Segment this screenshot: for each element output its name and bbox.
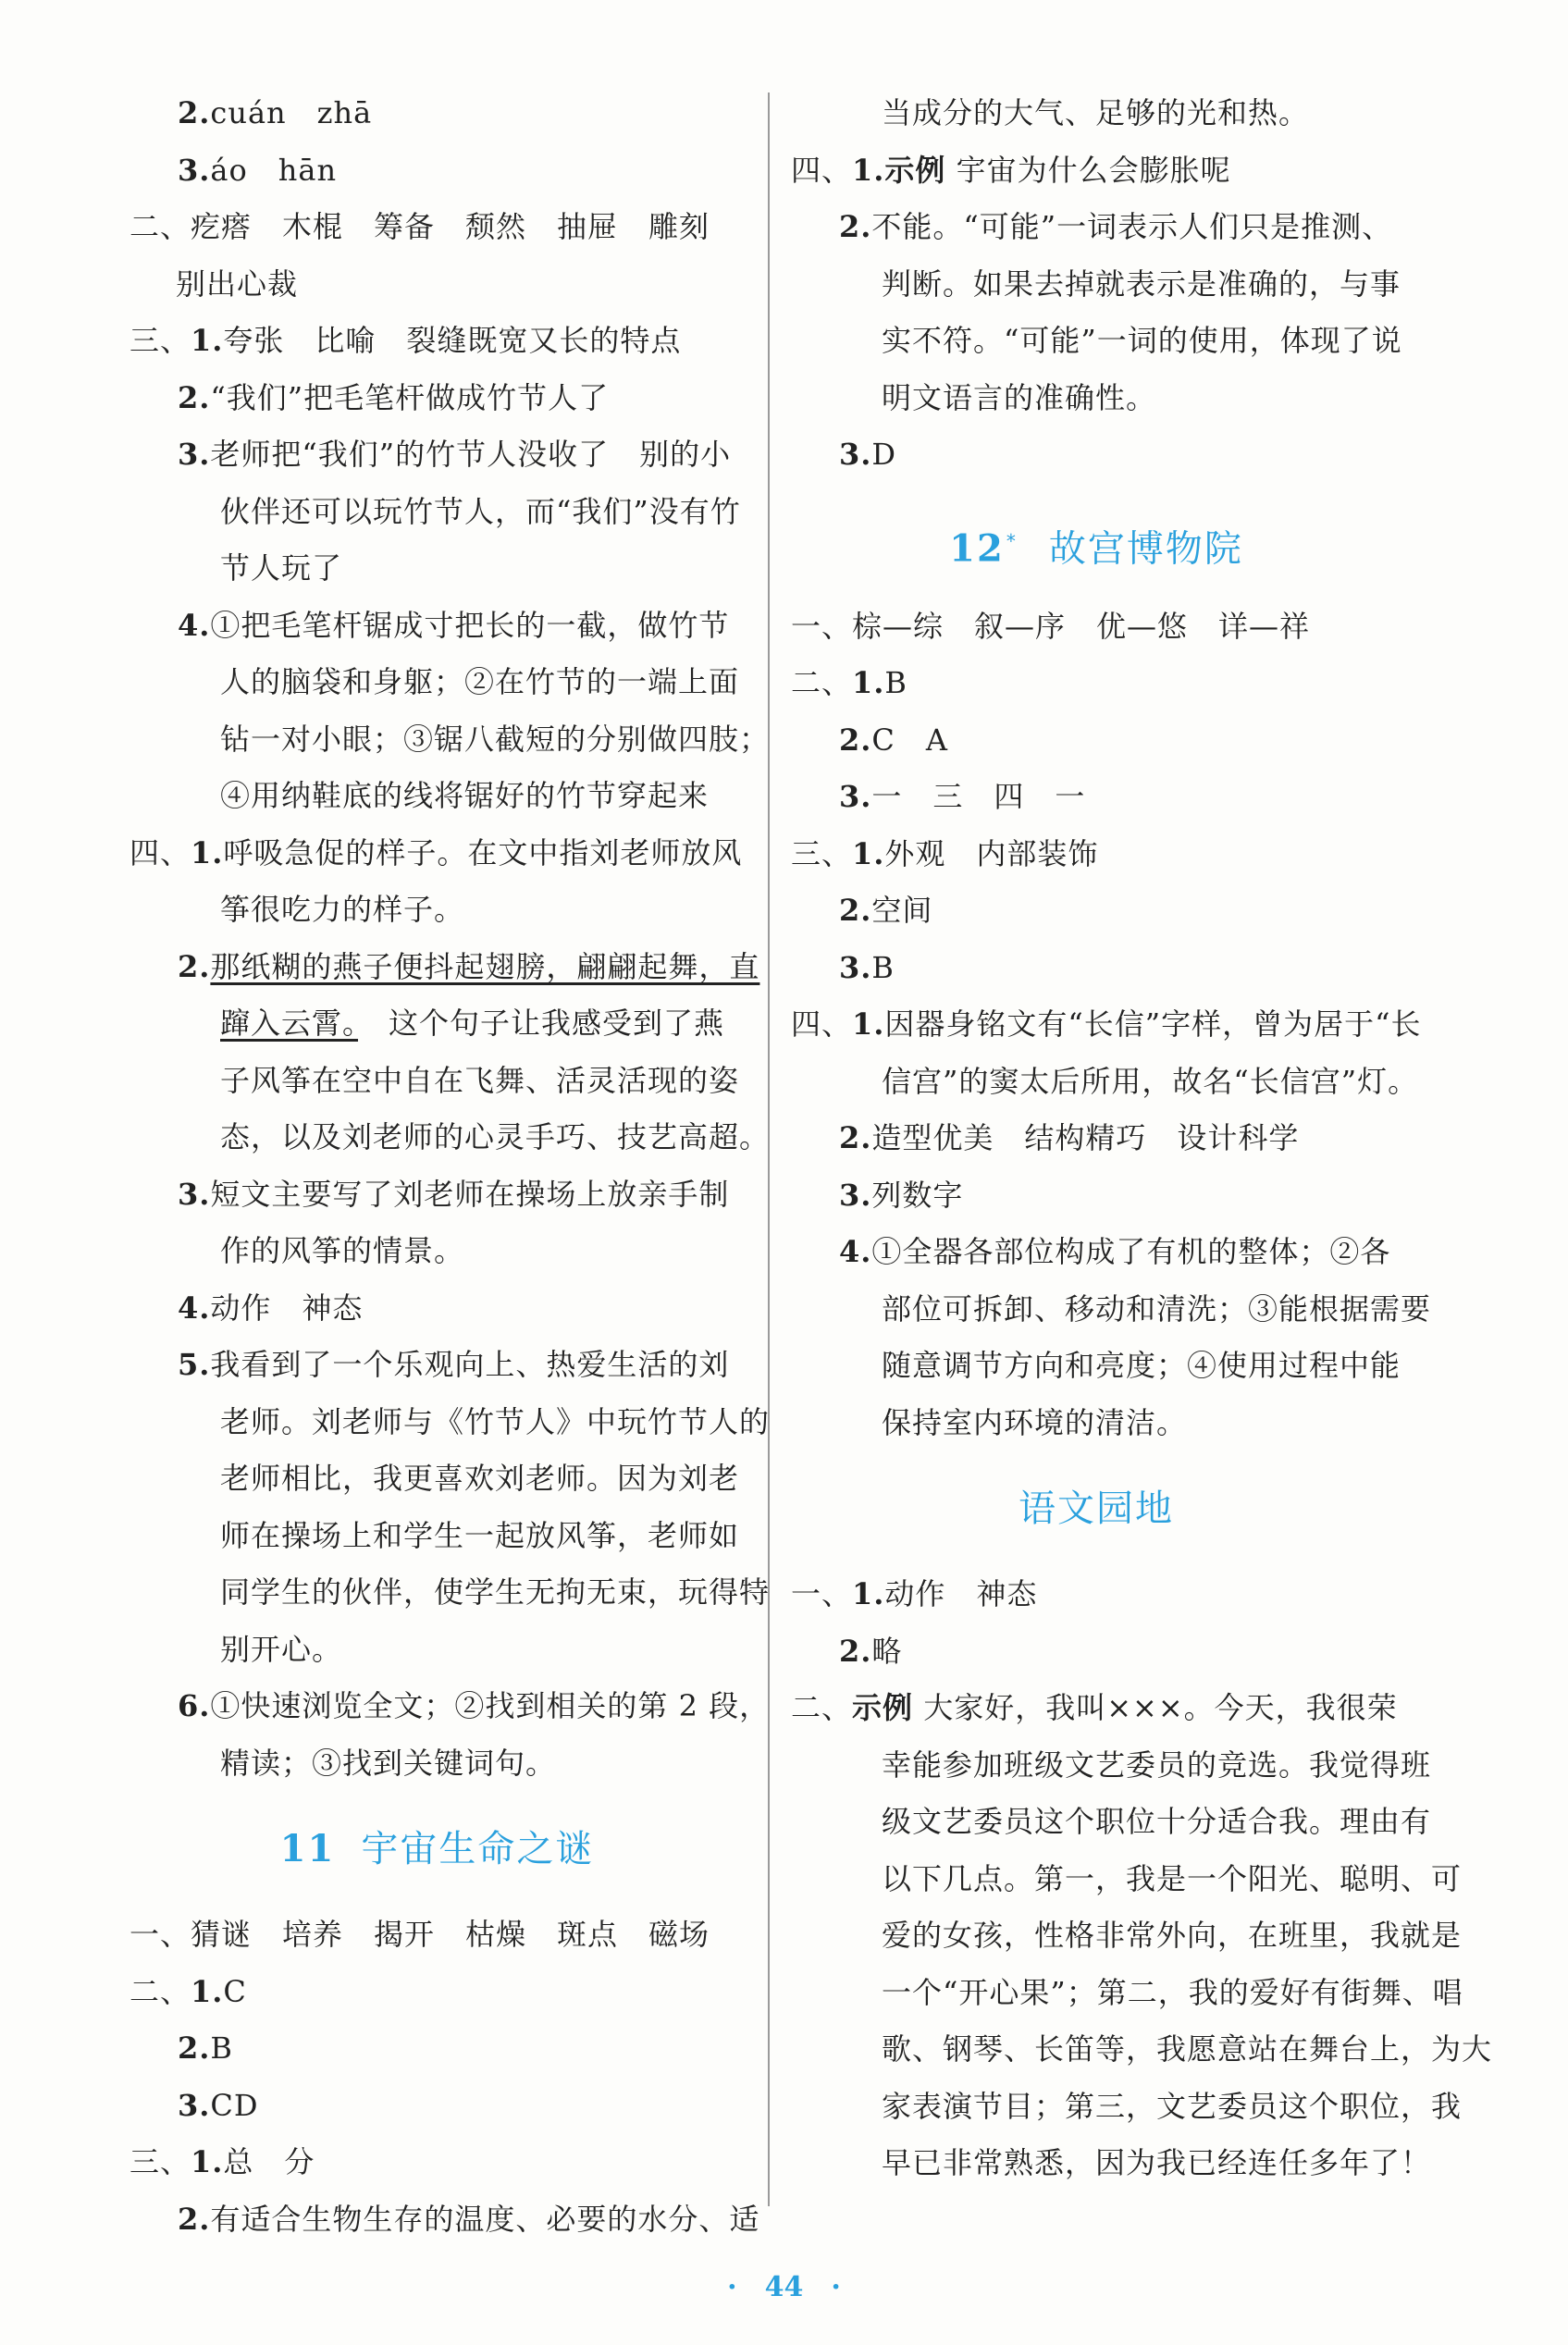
answer-text: 一个“开心果”；第二，我的爱好有街舞、唱 — [882, 1974, 1463, 2010]
answer-text: 节人玩了 — [220, 550, 343, 586]
section-marker: 四、 — [791, 152, 853, 188]
item-number: 3. — [839, 779, 872, 814]
item-number: 5. — [178, 1347, 211, 1382]
answer-line — [791, 313, 1401, 370]
page-number-dot-left: · — [727, 2271, 737, 2303]
answer-text: 老师。刘老师与《竹节人》中玩竹节人的 — [220, 1403, 771, 1439]
answer-text: 部位可拆卸、移动和清洗；③能根据需要 — [882, 1290, 1432, 1327]
answer-line — [791, 199, 1401, 256]
answer-text: 老师把“我们”的竹节人没收了 别的小 — [210, 437, 732, 472]
answer-line — [130, 85, 745, 142]
answer-line — [791, 1794, 1432, 1851]
lesson-number: 12 — [949, 525, 1005, 570]
section-heading — [791, 484, 1401, 599]
answer-text: ①把毛笔杆锯成寸把长的一截，做竹节 — [210, 607, 730, 643]
answer-text: 动作 神态 — [210, 1290, 364, 1326]
answer-line — [791, 85, 1401, 142]
answer-text: 态，以及刘老师的心灵手巧、技艺高超。 — [220, 1119, 771, 1154]
answer-line — [791, 1623, 1401, 1681]
answer-text: 别开心。 — [220, 1631, 343, 1667]
answer-line — [130, 370, 745, 427]
answer-text: 信宫”的窦太后所用，故名“长信宫”灯。 — [882, 1063, 1419, 1099]
answer-text: 早已非常熟悉，因为我已经连任多年了！ — [882, 2145, 1432, 2180]
answer-line — [130, 882, 745, 939]
item-number: 4. — [839, 1234, 872, 1269]
answer-line — [791, 1110, 1401, 1167]
answer-line — [791, 1395, 1401, 1452]
answer-text: 爱的女孩，性格非常外向，在班里，我就是 — [882, 1918, 1463, 1953]
answer-line — [791, 142, 1401, 200]
item-number: 2. — [839, 209, 872, 244]
answer-line — [130, 995, 745, 1053]
answer-line — [130, 1678, 771, 1735]
answer-line — [791, 1167, 1401, 1225]
item-number: 6. — [178, 1688, 211, 1723]
lesson-title: 宇宙生命之谜 — [361, 1828, 595, 1870]
section-marker: 三、 — [130, 323, 191, 358]
item-number: 1. — [852, 152, 885, 188]
answer-text: D — [871, 437, 897, 472]
answer-line — [791, 2135, 1432, 2192]
item-number: 3. — [178, 2087, 211, 2123]
answer-line — [130, 654, 745, 711]
answer-line — [130, 199, 745, 256]
answer-line — [791, 1737, 1432, 1795]
item-number: 1. — [191, 323, 224, 358]
answer-line — [130, 426, 745, 484]
answer-text: 总 分 — [223, 2144, 315, 2179]
answer-line — [791, 2079, 1463, 2136]
answer-line — [130, 540, 745, 598]
answer-text: 随意调节方向和亮度；④使用过程中能 — [882, 1348, 1401, 1383]
page-number-dot-right: · — [831, 2271, 841, 2303]
answer-text: 幸能参加班级文艺委员的竞选。我觉得班 — [882, 1746, 1432, 1783]
answer-text: 以下几点。第一，我是一个阳光、聪明、可 — [882, 1860, 1463, 1896]
section-marker: 三、 — [791, 835, 853, 871]
answer-text: 呼吸急促的样子。在文中指刘老师放风 — [223, 834, 743, 870]
answer-text: 当成分的大气、足够的光和热。 — [882, 95, 1310, 130]
answer-text: 列数字 — [871, 1177, 964, 1213]
section-marker: 二、 — [791, 1690, 853, 1725]
answer-text: cuán zhā — [210, 95, 373, 130]
answer-line — [791, 1566, 1401, 1623]
answer-text: 造型优美 结构精巧 设计科学 — [871, 1120, 1300, 1155]
answer-line — [130, 1109, 771, 1166]
answer-line — [791, 1907, 1463, 1965]
answer-text: 伙伴还可以玩竹节人，而“我们”没有竹 — [220, 493, 741, 529]
left-column — [130, 85, 771, 2248]
answer-line — [130, 484, 745, 541]
answer-line — [791, 940, 1401, 997]
answer-text: 别出心裁 — [176, 265, 299, 302]
item-number: 3. — [178, 152, 211, 188]
lesson-title: 语文园地 — [1019, 1487, 1174, 1530]
answer-line — [791, 1965, 1463, 2022]
answer-text: 空间 — [871, 893, 933, 928]
answer-text: ①全器各部位构成了有机的整体；②各 — [871, 1234, 1391, 1269]
item-number: 2. — [178, 948, 211, 984]
answer-line — [130, 256, 745, 314]
item-number: 1. — [191, 834, 224, 870]
section-heading — [791, 1451, 1401, 1566]
answer-text: 级文艺委员这个职位十分适合我。理由有 — [882, 1804, 1432, 1839]
answer-line — [791, 256, 1401, 314]
answer-text: 子风筝在空中自在飞舞、活灵活现的姿 — [220, 1062, 740, 1098]
answer-line — [130, 1223, 745, 1280]
answer-line — [130, 1907, 745, 1964]
answer-text: 我看到了一个乐观向上、热爱生活的刘 — [210, 1347, 730, 1382]
answer-text: 判断。如果去掉就表示是准确的，与事 — [882, 265, 1401, 302]
answer-line — [791, 1851, 1463, 1908]
answer-text: 大家好，我叫×××。今天，我很荣 — [923, 1690, 1398, 1725]
item-number: 1. — [852, 835, 885, 871]
answer-text: 夸张 比喻 裂缝既宽又长的特点 — [223, 323, 682, 358]
answer-text: 短文主要写了刘老师在操场上放亲手制 — [210, 1176, 730, 1212]
lesson-number: 11 — [279, 1827, 336, 1870]
underlined-text: 蹿入云霄。 — [220, 1006, 359, 1041]
item-number: 2. — [178, 379, 211, 415]
answer-line — [130, 1735, 745, 1793]
answer-line — [791, 769, 1401, 826]
answer-text: 明文语言的准确性。 — [882, 379, 1157, 415]
item-number: 1. — [852, 1576, 885, 1611]
answer-text: 同学生的伙伴，使学生无拘无束，玩得特 — [220, 1574, 771, 1610]
answer-text: 歌、钢琴、长笛等，我愿意站在舞台上，为大 — [882, 2031, 1493, 2067]
answer-line — [791, 996, 1422, 1054]
answer-line — [130, 1053, 745, 1110]
item-number: 2. — [178, 95, 211, 130]
section-heading — [130, 1792, 745, 1907]
answer-line — [130, 939, 760, 996]
answer-text: 外观 内部装饰 — [884, 835, 1099, 871]
item-number: 2. — [178, 2030, 211, 2066]
page-number-value: 44 — [764, 2271, 804, 2303]
answer-line — [130, 1622, 745, 1679]
item-number: 1. — [852, 665, 885, 700]
item-number: 2. — [178, 2201, 211, 2237]
item-number: 3. — [839, 1177, 872, 1213]
answer-line — [791, 826, 1401, 883]
answer-text: 精读；③找到关键词句。 — [220, 1745, 557, 1781]
answer-line — [791, 1338, 1401, 1395]
answer-text: 家表演节目；第三，文艺委员这个职位，我 — [882, 2088, 1463, 2124]
answer-text: 一、棕—综 叙—序 优—悠 详—祥 — [791, 608, 1311, 644]
answer-text: 二、疙瘩 木棍 筹备 颓然 抽屉 雕刻 — [130, 209, 710, 244]
section-marker: 三、 — [130, 2144, 191, 2179]
item-number: 3. — [839, 949, 872, 985]
answer-text: 一 三 四 一 — [871, 779, 1086, 814]
answer-line — [130, 313, 745, 370]
answer-text: ④用纳鞋底的线将锯好的竹节穿起来 — [220, 778, 710, 813]
item-number: 1. — [191, 2144, 224, 2179]
answer-text: 略 — [871, 1633, 903, 1669]
answer-line — [791, 1224, 1401, 1281]
answer-text: 师在操场上和学生一起放风筝，老师如 — [220, 1517, 740, 1553]
answer-text: B — [884, 665, 907, 700]
item-number: 2. — [839, 1120, 872, 1155]
answer-text: 保持室内环境的清洁。 — [882, 1404, 1188, 1440]
item-number: 4. — [178, 1290, 211, 1326]
answer-line — [130, 711, 771, 769]
answer-line — [130, 768, 745, 825]
answer-text: 筝很吃力的样子。 — [220, 892, 465, 927]
answer-line — [791, 1281, 1432, 1339]
item-number: 2. — [839, 1633, 872, 1669]
section-marker: 一、 — [791, 1576, 853, 1611]
answer-line — [130, 1280, 745, 1338]
answer-line — [130, 598, 745, 655]
optional-star: * — [1006, 529, 1018, 552]
answer-line — [791, 712, 1401, 770]
answer-line — [130, 1508, 745, 1565]
item-number: 3. — [178, 1176, 211, 1212]
item-number: 3. — [178, 437, 211, 472]
answer-line — [130, 1564, 771, 1622]
answer-text: 有适合生物生存的温度、必要的水分、适 — [210, 2201, 760, 2237]
answer-line — [130, 825, 745, 882]
answer-line — [791, 370, 1401, 427]
item-number: 1. — [191, 1973, 224, 2009]
answer-text: 不能。“可能”一词表示人们只是推测、 — [871, 209, 1393, 244]
answer-text: ①快速浏览全文；②找到相关的第 2 段， — [210, 1688, 771, 1723]
answer-text: 老师相比，我更喜欢刘老师。因为刘老 — [220, 1461, 740, 1496]
item-number: 2. — [839, 722, 872, 758]
item-number: 1. — [852, 1006, 885, 1042]
item-number: 4. — [178, 607, 211, 643]
answer-line — [130, 1964, 745, 2021]
answer-line — [130, 2134, 745, 2191]
answer-line — [130, 1166, 745, 1224]
answer-text: áo hān — [210, 152, 338, 188]
answer-text: 动作 神态 — [884, 1576, 1038, 1611]
answer-line — [791, 1054, 1419, 1111]
answer-text: 一、猜谜 培养 揭开 枯燥 斑点 磁场 — [130, 1917, 710, 1952]
answer-text: CD — [210, 2087, 259, 2123]
answer-line — [791, 426, 1401, 484]
example-label: 示例 — [852, 1690, 914, 1725]
section-marker: 四、 — [791, 1006, 853, 1042]
answer-text: 钻一对小眼；③锯八截短的分别做四肢； — [220, 721, 771, 757]
answer-text: 实不符。“可能”一词的使用，体现了说 — [882, 323, 1402, 358]
answer-line — [791, 2021, 1493, 2079]
answer-line — [791, 655, 1401, 712]
answer-text: B — [871, 949, 895, 985]
answer-line — [791, 1680, 1401, 1737]
item-number: 3. — [839, 437, 872, 472]
section-marker: 二、 — [791, 665, 853, 700]
example-label: 示例 — [884, 152, 946, 188]
answer-line — [791, 882, 1401, 940]
right-column — [791, 85, 1493, 2192]
answer-text: 因器身铭文有“长信”字样，曾为居于“长 — [884, 1006, 1422, 1042]
answer-text: 这个句子让我感受到了燕 — [358, 1006, 725, 1041]
answer-text: 宇宙为什么会膨胀呢 — [956, 152, 1231, 188]
answer-text: 人的脑袋和身躯；②在竹节的一端上面 — [220, 664, 740, 699]
answer-line — [791, 599, 1401, 656]
answer-line — [130, 1450, 745, 1508]
answer-text: B — [210, 2030, 233, 2066]
answer-line — [130, 1394, 771, 1451]
answer-text: “我们”把毛笔杆做成竹节人了 — [210, 379, 610, 415]
section-marker: 四、 — [130, 834, 191, 870]
answer-line — [130, 2078, 745, 2135]
lesson-title: 故宫博物院 — [1048, 526, 1243, 570]
answer-line — [130, 142, 745, 200]
section-marker: 二、 — [130, 1973, 191, 2009]
underlined-text: 那纸糊的燕子便抖起翅膀，翩翩起舞，直 — [210, 948, 760, 984]
answer-text: 作的风筝的情景。 — [220, 1233, 465, 1268]
page-number — [0, 2271, 1568, 2303]
answer-text: C — [223, 1973, 247, 2009]
item-number: 2. — [839, 893, 872, 928]
answer-line — [130, 2020, 745, 2078]
answer-line — [130, 1337, 745, 1394]
answer-line — [130, 2191, 760, 2249]
answer-text: C A — [871, 722, 949, 758]
